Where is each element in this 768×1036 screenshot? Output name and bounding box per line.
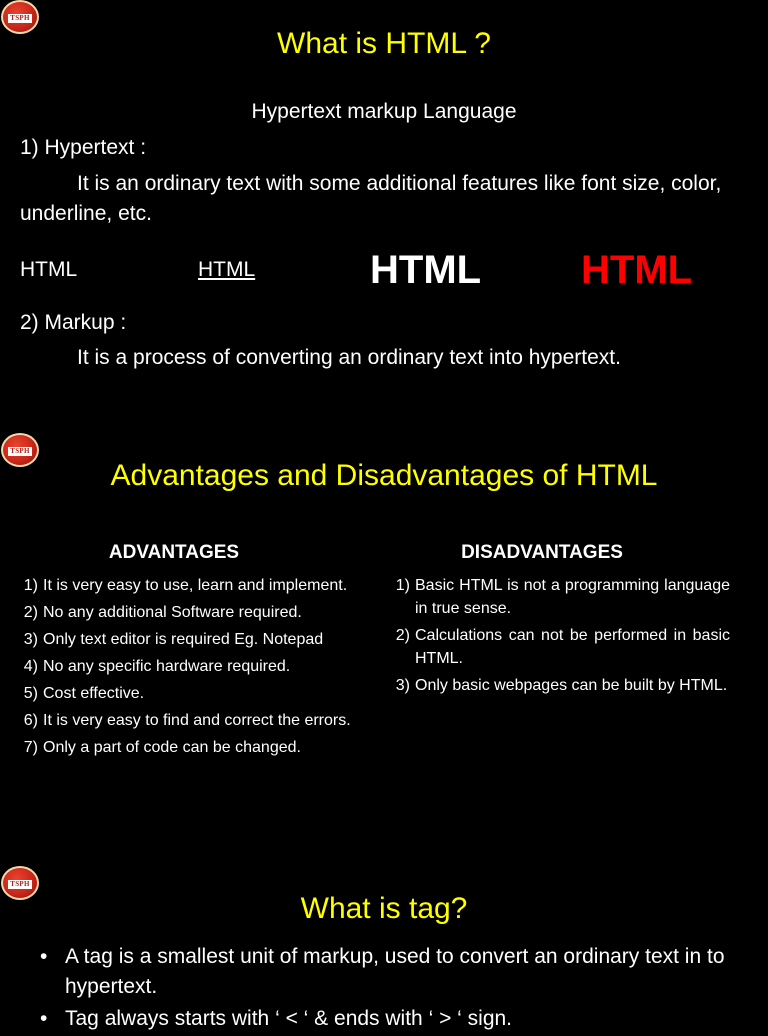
- advantages-heading: ADVANTAGES: [108, 542, 240, 563]
- section-text-markup: It is a process of converting an ordinary text into hypertext.: [77, 346, 621, 369]
- demo-bold-html: HTML: [370, 248, 482, 292]
- list-item: 2) Calculations can not be performed in basic HTML.: [395, 627, 730, 667]
- demo-plain-html: HTML: [20, 258, 78, 281]
- disadvantages-list: [382, 574, 730, 701]
- demo-underlined-html: HTML: [198, 258, 256, 281]
- slide-title: What is HTML ?: [277, 27, 491, 60]
- list-item: • A tag is a smallest unit of markup, used to convert an ordinary text in to hypertext.: [40, 942, 740, 1002]
- disadvantages-heading: DISADVANTAGES: [461, 542, 623, 563]
- tag-bullet-list: [40, 942, 740, 1036]
- list-item: 4) No any specific hardware required.: [23, 658, 291, 675]
- logo-text: TSPH: [8, 14, 32, 23]
- demo-red-html: HTML: [581, 248, 693, 292]
- list-item: • Tag always starts with ‘ < ‘ & ends with ‘ > ‘ sign.: [40, 1004, 740, 1034]
- logo-text: TSPH: [8, 880, 32, 889]
- list-item: 5) Cost effective.: [23, 685, 145, 702]
- section-heading-hypertext: 1) Hypertext :: [20, 136, 147, 159]
- slide-title: Advantages and Disadvantages of HTML: [110, 459, 658, 492]
- list-item: 7) Only a part of code can be changed.: [23, 739, 301, 756]
- slide-advantages-disadvantages: [0, 433, 768, 866]
- section-heading-markup: 2) Markup :: [20, 311, 127, 334]
- list-item: 3) Only text editor is required Eg. Notepad: [23, 631, 324, 648]
- list-item: 6) It is very easy to find and correct the errors.: [23, 712, 351, 729]
- slide-subtitle: Hypertext markup Language: [251, 100, 517, 123]
- list-item: 1) Basic HTML is not a programming language in true sense.: [395, 577, 730, 617]
- bullet-icon: •: [40, 1007, 48, 1030]
- logo-text: TSPH: [8, 447, 32, 456]
- list-item: 3) Only basic webpages can be built by HTML.: [395, 677, 728, 694]
- advantages-list: [10, 574, 359, 763]
- slide-what-is-html: [0, 0, 768, 433]
- bullet-icon: •: [40, 945, 48, 968]
- list-item: 2) No any additional Software required.: [23, 604, 302, 621]
- section-text-hypertext: It is an ordinary text with some additional features like font size, color, underline, etc.: [20, 172, 722, 225]
- list-item: 1) It is very easy to use, learn and implement.: [23, 577, 348, 594]
- slide-title: What is tag?: [300, 892, 468, 925]
